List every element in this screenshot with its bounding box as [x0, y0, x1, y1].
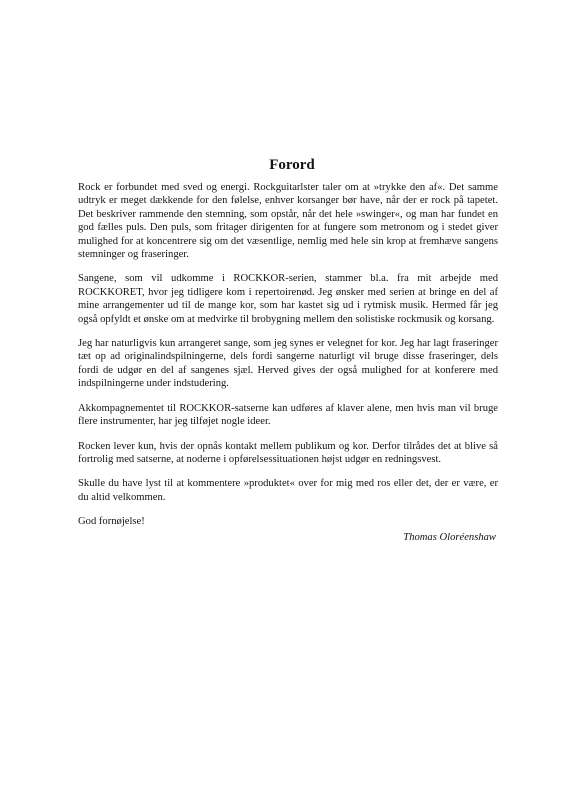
paragraph-5: Rocken lever kun, hvis der opnås kontakt mellem publikum og kor. Derfor tilrådes det at blive så fortrolig med satserne, at noderne i opførelsessituationen højst udgør en redningsvest.: [78, 440, 498, 465]
paragraph-2: Sangene, som vil udkomme i ROCKKOR-serien, stammer bl.a. fra mit arbejde med ROCKKORET, hvor jeg tidligere kom i repertoirenød. Jeg ønsker med serien at bringe en del af mine arrangementer ud til de mange kor, som har kastet sig ud i rytmisk musik. Hermed får jeg også opfyldt et ønske om at medvirke til brobygning mellem den solistiske rockmusik og korsang.: [78, 273, 498, 325]
document-body: [78, 156, 498, 544]
page-title: Forord: [269, 157, 315, 173]
paragraph-4: Akkompagnementet til ROCKKOR-satserne kan udføres af klaver alene, men hvis man vil bruge flere instrumenter, har jeg tilføjet nogle ideer.: [78, 402, 498, 428]
author-signature: Thomas Oloréenshaw: [403, 531, 496, 543]
paragraph-3: Jeg har naturligvis kun arrangeret sange, som jeg synes er velegnet for kor. Jeg har lagt fraseringer tæt op ad originalindspilningerne, dels fordi sangerne naturligt vil bruge disse fraseringer, dels fordi de udgør en del af sangenes sjæl. Herved gives der også mulighed for at konferere med indspilningerne under indstudering.: [78, 338, 498, 390]
paragraph-6: Skulle du have lyst til at kommentere »produktet« over for mig med ros eller det, der er være, er du altid velkommen.: [78, 478, 498, 503]
paragraph-1: Rock er forbundet med sved og energi. Rockguitarlster taler om at »trykke den af«. Det samme udtryk er meget dækkende for den følelse, enhver korsanger bør have, når der er rock på tapetet. Det beskriver rammende den stemning, som opstår, når det hele »swinger«, og man har fundet en god fælles puls. Den puls, som fritager dirigenten for at fungere som metronom og i stedet giver mulighed for at koncentrere sig om det væsentlige, nemlig med hele sin krop at fremhæve sangens stemninger og fraseringer.: [78, 182, 498, 261]
signoff-text: God fornøjelse!: [78, 516, 145, 528]
